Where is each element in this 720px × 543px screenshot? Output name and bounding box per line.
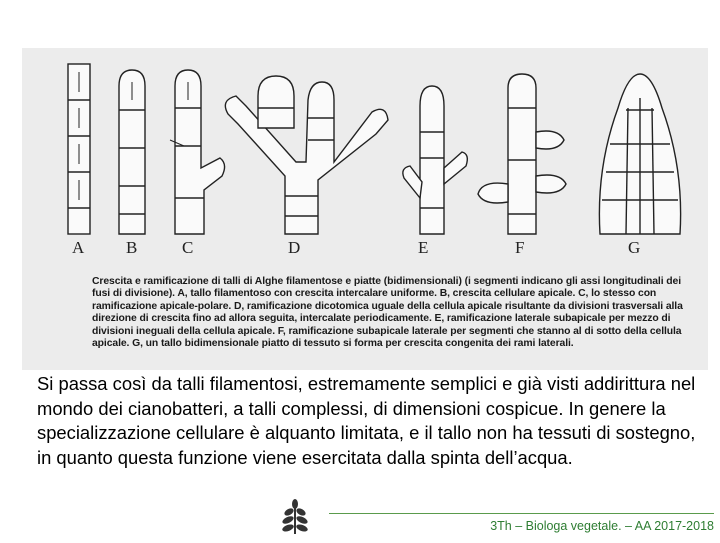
- body-paragraph: Si passa così da talli filamentosi, estremamente semplici e già visti addirittura nel mondo dei cianobatteri, a talli complessi, di dimensioni cospicue. In genere la specializzazione cellulare è alquanto limitata, e il tallo non ha tessuti di sostegno, in quanto questa funzione viene esercitata dalla spinta dell’acqua.: [37, 373, 696, 468]
- plant-sprig-icon: [282, 498, 308, 538]
- algae-growth-figure: [22, 48, 708, 370]
- figure-label-c: C: [182, 238, 194, 257]
- figure-caption: Crescita e ramificazione di talli di Alghe filamentose e piatte (bidimensionali) (i segmenti indicano gli assi longitudinali dei fusi di divisione). A, tallo filamentoso con crescita intercalare uniforme. B, crescita cellulare apicale. C, lo stesso con ramificazione apicale-polare. D, ramificazione dicotomica uguale della cellula apicale risultante da divisioni trasversali alla direzione di crescita fino ad allora seguita, intercalate periodicamente. E, ramificazione laterale subapicale per mezzo di divisioni ineguali della cellula apicale. F, ramificazione subapicale laterale per segmenti che stanno al di sotto della cellula apicale. G, un tallo bidimensionale piatto di tessuto si forma per crescita congenita dei rami laterali.: [92, 276, 683, 350]
- figure-label-e: E: [418, 238, 429, 257]
- figure-label-f: F: [515, 238, 525, 257]
- figure-label-d: D: [288, 238, 301, 257]
- drawing-e: [403, 86, 467, 234]
- drawing-d: [225, 76, 388, 234]
- drawing-c: [170, 70, 225, 234]
- drawing-b: [119, 70, 145, 234]
- figure-label-a: A: [72, 238, 85, 257]
- drawing-a: [68, 64, 90, 234]
- drawing-f: [478, 74, 566, 234]
- footer-divider: [329, 513, 714, 514]
- footer-text: 3Th – Biologa vegetale. – AA 2017-2018: [490, 519, 714, 533]
- figure-label-g: G: [628, 238, 641, 257]
- figure-label-b: B: [126, 238, 138, 257]
- drawing-g: [599, 74, 680, 234]
